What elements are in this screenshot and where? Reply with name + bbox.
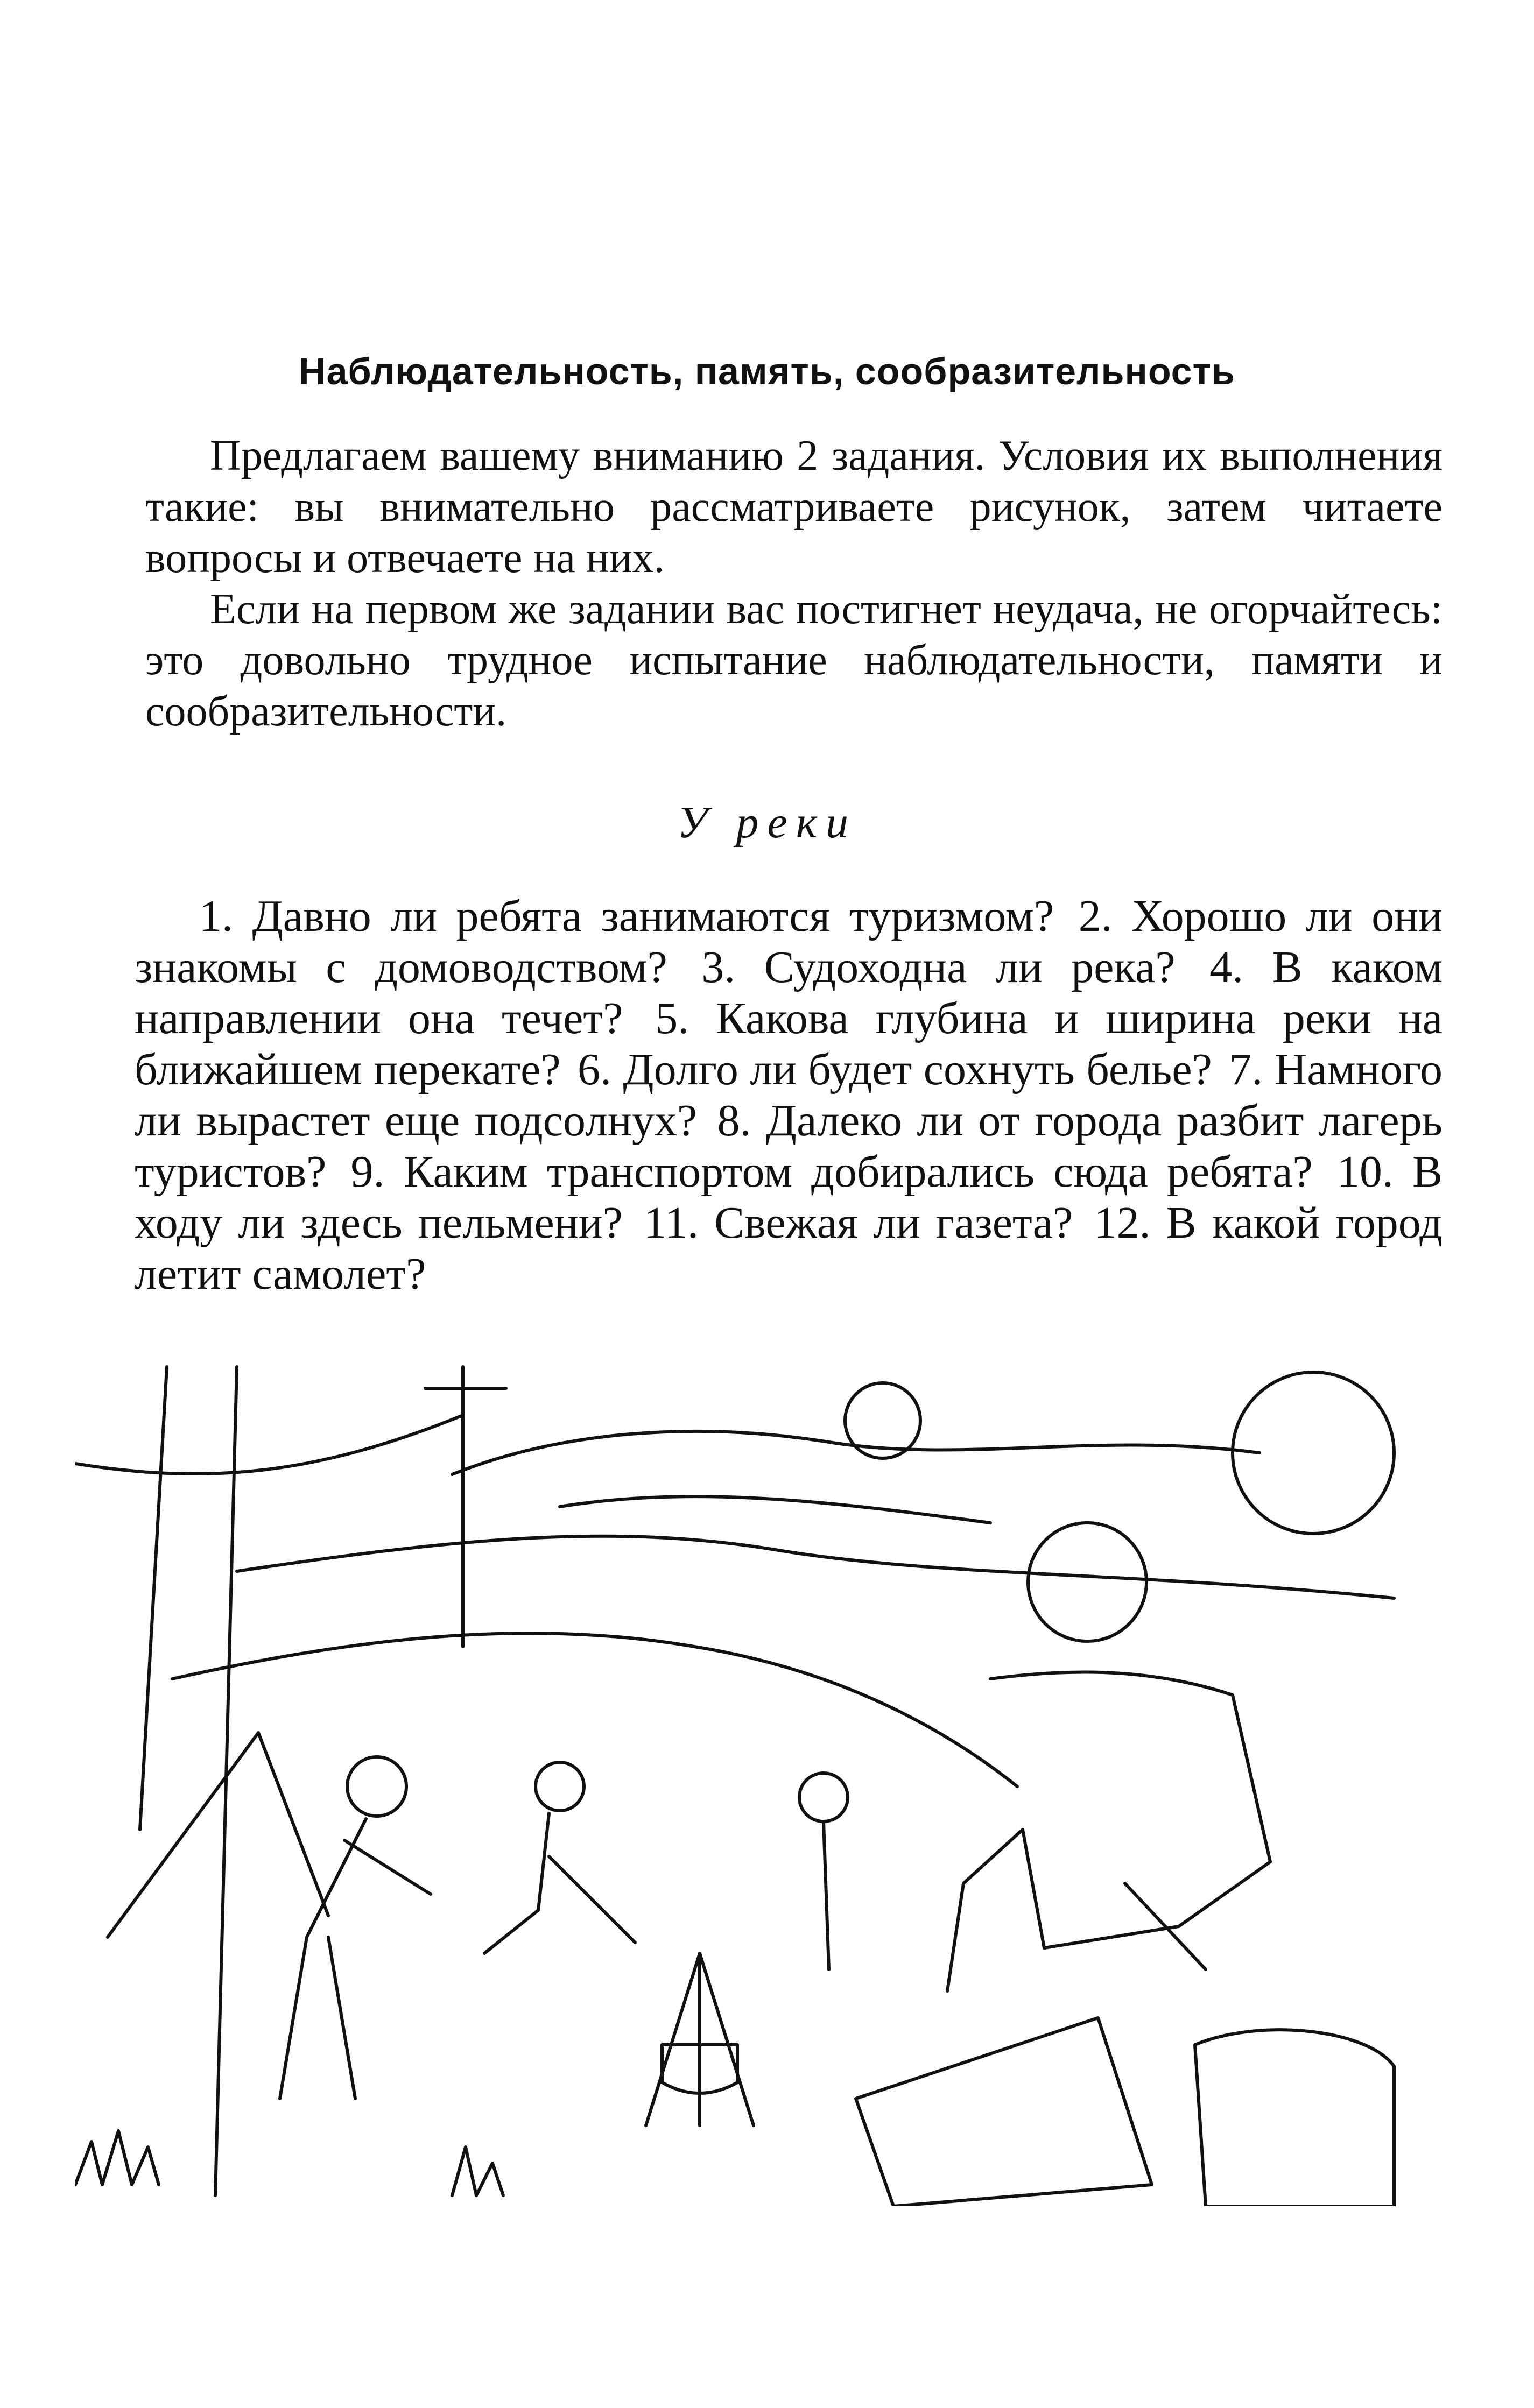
boy-seated-body [484,1813,635,1953]
question-7: 7. Намного ли вырастет еще подсолнух? [135,1044,1443,1146]
question-6: 6. Долго ли будет сохнуть белье? [578,1044,1212,1094]
hill-line [452,1431,1259,1474]
question-8: 8. Далеко ли от города разбит лагерь туристов? [135,1096,1442,1197]
question-12: 12. В какой город летит самолет? [135,1198,1443,1299]
river-camp-illustration [75,1345,1448,2206]
stump [1195,2030,1394,2206]
sunflower-stem [824,1821,829,1969]
illustration-svg [75,1345,1448,2206]
intro-paragraph-1: Предлагаем вашему вниманию 2 задания. Условия их выполнения такие: вы внимательно рассматриваете рисунок, затем читаете вопросы и отвечаете на них. [145,432,1442,582]
boy-seated-head [536,1762,584,1811]
tripod [646,1953,754,2125]
tree-left [215,1367,237,2195]
newspaper [856,2018,1152,2206]
question-5: 5. Какова глубина и ширина реки на ближайшем перекате? [135,993,1443,1094]
intro-paragraph-2: Если на первом же задании вас постигнет неудача, не огорчайтесь: это довольно трудное испытание наблюдательности, памяти и сообразительности. [145,585,1442,735]
young-man-body [947,1672,1270,1991]
question-1: 1. Давно ли ребята занимаются туризмом? [199,891,1054,941]
section-heading: Наблюдательность, память, сообразительность [299,350,1235,392]
intro-text [145,430,1442,737]
tree-left-2 [140,1367,167,1830]
question-10: 10. В ходу ли здесь пельмени? [135,1147,1442,1248]
task-title: У реки [677,797,857,848]
question-3: 3. Судоходна ли река? [701,942,1176,992]
young-man-head [1028,1523,1146,1641]
slope [172,1633,1017,1786]
wire [75,1415,463,1474]
grass [75,2131,503,2195]
questions-paragraph [135,891,1442,1300]
river-bank [237,1536,1394,1598]
boy-left-head [347,1757,406,1816]
boy-left-body [280,1819,431,2099]
tent [108,1733,328,1937]
river-bank-far [560,1496,990,1523]
question-11: 11. Свежая ли газета? [644,1198,1073,1248]
question-9: 9. Каким транспортом добирались сюда ребята? [350,1147,1313,1197]
question-4: 4. В каком направлении она течет? [135,942,1443,1043]
question-2: 2. Хорошо ли они знакомы с домоводством? [135,891,1443,992]
sunflower-head [799,1773,848,1821]
